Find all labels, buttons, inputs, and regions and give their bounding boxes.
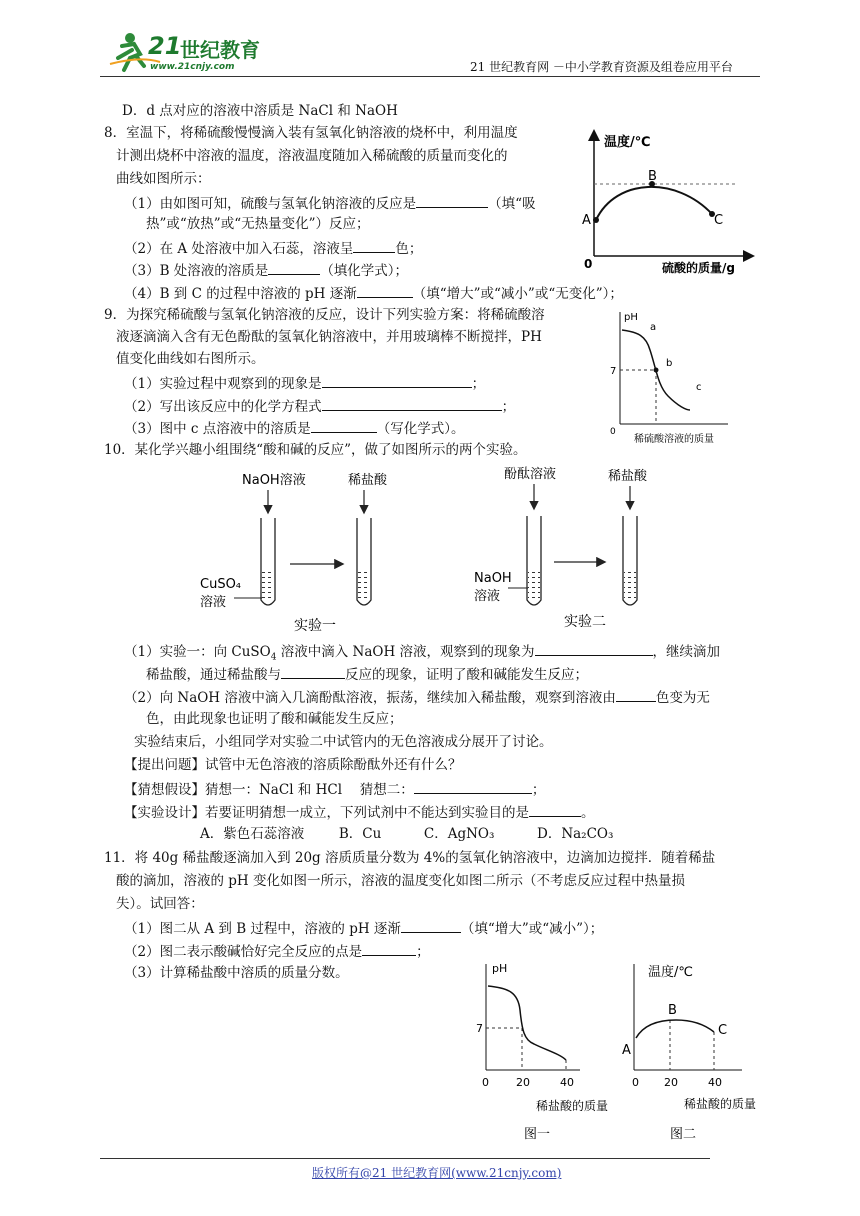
q9-stem-3: 值变化曲线如右图所示。 (116, 351, 265, 367)
q11-stem-1: 11．将 40g 稀盐酸逐滴加入到 20g 溶质质量分数为 4%的氢氧化钠溶液中，边滴加边搅拌．随着稀盐 (104, 850, 716, 866)
q8-stem-3: 曲线如图所示： (116, 171, 211, 187)
q9-part-2: （2）写出该反应中的化学方程式 ； (124, 396, 515, 416)
exp1-liquid-2 (358, 572, 370, 602)
q8-stem-2: 计测出烧杯中溶液的温度，溶液温度随加入稀硫酸的质量而变化的 (116, 148, 508, 164)
exp1-reagent2: 稀盐酸 (348, 473, 388, 488)
option-c: C．AgNO₃ (423, 826, 495, 842)
exp2-reagent2: 稀盐酸 (608, 469, 648, 484)
q10-experiment-figure (190, 460, 650, 636)
exp1-reagent1: NaOH溶液 (242, 473, 306, 488)
x-label: 稀盐酸的质量 (536, 1099, 609, 1113)
q10-part-2-cont: 色，由此现象也证明了酸和碱能发生反应； (146, 711, 403, 727)
exp1-liquid-1 (262, 572, 274, 602)
q10-question: 【提出问题】试管中无色溶液的溶质除酚酞外还有什么？ (124, 757, 462, 773)
y-label: pH (624, 312, 638, 323)
exp2-solution-l1: NaOH (474, 571, 512, 586)
exp2-liquid-1 (528, 572, 540, 602)
exp2-reagent1: 酚酞溶液 (504, 467, 557, 482)
q10-hypothesis: 【猜想假设】猜想一：NaCl 和 HCl 猜想二： ； (124, 779, 545, 799)
point-a (593, 217, 599, 223)
ph7-label: 7 (610, 366, 617, 377)
label-b: B (648, 169, 657, 184)
site-title: 21 世纪教育网 －中小学教育资源及组卷应用平台 (470, 60, 733, 74)
q10-after: 实验结束后，小组同学对实验二中试管内的无色溶液成分展开了讨论。 (134, 734, 553, 750)
tick-20: 20 (516, 1076, 530, 1089)
temperature-curve (596, 187, 712, 220)
footer-divider (100, 1158, 710, 1159)
q10-part-1-cont: 稀盐酸，通过稀盐酸与 反应的现象，证明了酸和碱能发生反应； (146, 664, 588, 684)
tick-40: 40 (708, 1076, 722, 1089)
origin-label: 0 (610, 427, 616, 437)
q9-part-3: （3）图中 c 点溶液中的溶质是 （写化学式）。 (124, 418, 464, 438)
label-b: B (668, 1003, 677, 1018)
q11-part-1: （1）图二从 A 到 B 过程中，溶液的 pH 逐渐 （填“增大”或“减小”）； (124, 918, 603, 938)
y-label: 温度/℃ (604, 135, 651, 150)
tick-20: 20 (664, 1076, 678, 1089)
exp1-caption: 实验一 (294, 618, 336, 634)
tick-40: 40 (560, 1076, 574, 1089)
q9-stem-2: 液逐滴滴入含有无色酚酞的氢氧化钠溶液中，并用玻璃棒不断搅拌，PH (116, 329, 542, 345)
site-logo (100, 28, 300, 76)
q11-part-3: （3）计算稀盐酸中溶质的质量分数。 (124, 965, 349, 981)
fig1-caption: 图一 (524, 1127, 551, 1142)
q10-design: 【实验设计】若要证明猜想一成立，下列试剂中不能达到实验目的是 。 (124, 802, 595, 822)
q8-temperature-chart (576, 124, 760, 276)
x-label: 稀硫酸溶液的质量 (634, 434, 714, 445)
option-b: B．Cu (338, 826, 382, 842)
label-b: b (666, 358, 673, 369)
label-c: C (718, 1023, 728, 1038)
q8-part-1-cont: 热”或“放热”或“无热量变化”）反应； (146, 216, 370, 232)
q10-part-1: （1）实验一：向 CuSO$_4$ 溶液中滴入 NaOH 溶液，观察到的现象为 ，继续滴加 (124, 641, 720, 667)
label-a: A (582, 213, 591, 228)
ph-curve (488, 986, 566, 1060)
logo-url: www.21cnjy.com (150, 62, 235, 72)
q11-figure-2-temperature-chart (620, 956, 770, 1146)
y-label: pH (492, 962, 508, 975)
label-c: c (696, 382, 702, 393)
x-label: 稀盐酸的质量 (684, 1097, 757, 1111)
exp2-liquid-2 (624, 572, 636, 602)
exp2-caption: 实验二 (564, 614, 606, 630)
logo-text: 世纪教育 (180, 38, 260, 62)
q11-part-2: （2）图二表示酸碱恰好完全反应的点是 ； (124, 941, 430, 961)
q8-part-2: （2）在 A 处溶液中加入石蕊，溶液呈 色； (124, 238, 422, 258)
q11-figure-1-ph-chart (472, 956, 622, 1146)
q10-part-2: （2）向 NaOH 溶液中滴入几滴酚酞溶液，振荡，继续加入稀盐酸，观察到溶液由 色变为无 (124, 687, 710, 707)
label-a: a (650, 322, 657, 333)
option-a: A．紫色石蕊溶液 (200, 826, 305, 842)
copyright-link[interactable]: 版权所有@21 世纪教育网(www.21cnjy.com) (312, 1166, 562, 1180)
exp1-solution-l2: 溶液 (200, 595, 227, 610)
point-b (654, 368, 659, 373)
q10-options (200, 825, 613, 843)
q8-part-4: （4）B 到 C 的过程中溶液的 pH 逐渐 （填“增大”或“减小”或“无变化”）； (124, 283, 623, 303)
q11-stem-2: 酸的滴加，溶液的 pH 变化如图一所示，溶液的温度变化如图二所示（不考虑反应过程中热量损 (116, 873, 685, 889)
label-a: A (622, 1043, 631, 1058)
x-label: 硫酸的质量/g (662, 261, 735, 275)
logo-number: 21 (148, 32, 182, 60)
q9-ph-chart (604, 306, 734, 448)
q10-stem: 10．某化学兴趣小组围绕“酸和碱的反应”，做了如图所示的两个实验。 (104, 442, 527, 458)
q11-stem-3: 失）。试回答： (116, 896, 204, 912)
header-divider (100, 76, 760, 77)
q8-part-1: （1）由如图可知，硫酸与氢氧化钠溶液的反应是 （填“吸 (124, 193, 536, 213)
q9-stem-1: 9．为探究稀硫酸与氢氧化钠溶液的反应，设计下列实验方案：将稀硫酸溶 (104, 307, 545, 323)
tick-0: 0 (482, 1076, 489, 1089)
q8-part-3: （3）B 处溶液的溶质是 （填化学式）； (124, 260, 408, 280)
temperature-curve (636, 1020, 714, 1038)
tick-0: 0 (632, 1076, 639, 1089)
origin-label: 0 (584, 257, 593, 271)
q9-part-1: （1）实验过程中观察到的现象是 ； (124, 373, 485, 393)
exp1-solution-l1: CuSO₄ (200, 577, 242, 592)
exp2-solution-l2: 溶液 (474, 589, 501, 604)
q8-stem-1: 8．室温下，将稀硫酸慢慢滴入装有氢氧化钠溶液的烧杯中，利用温度 (104, 125, 518, 141)
option-d-line: D．d 点对应的溶液中溶质是 NaCl 和 NaOH (122, 103, 398, 119)
option-d: D．Na₂CO₃ (537, 826, 614, 842)
label-c: C (714, 213, 724, 228)
ph7-label: 7 (476, 1022, 483, 1035)
y-label: 温度/℃ (648, 965, 693, 980)
fig2-caption: 图二 (670, 1127, 697, 1142)
